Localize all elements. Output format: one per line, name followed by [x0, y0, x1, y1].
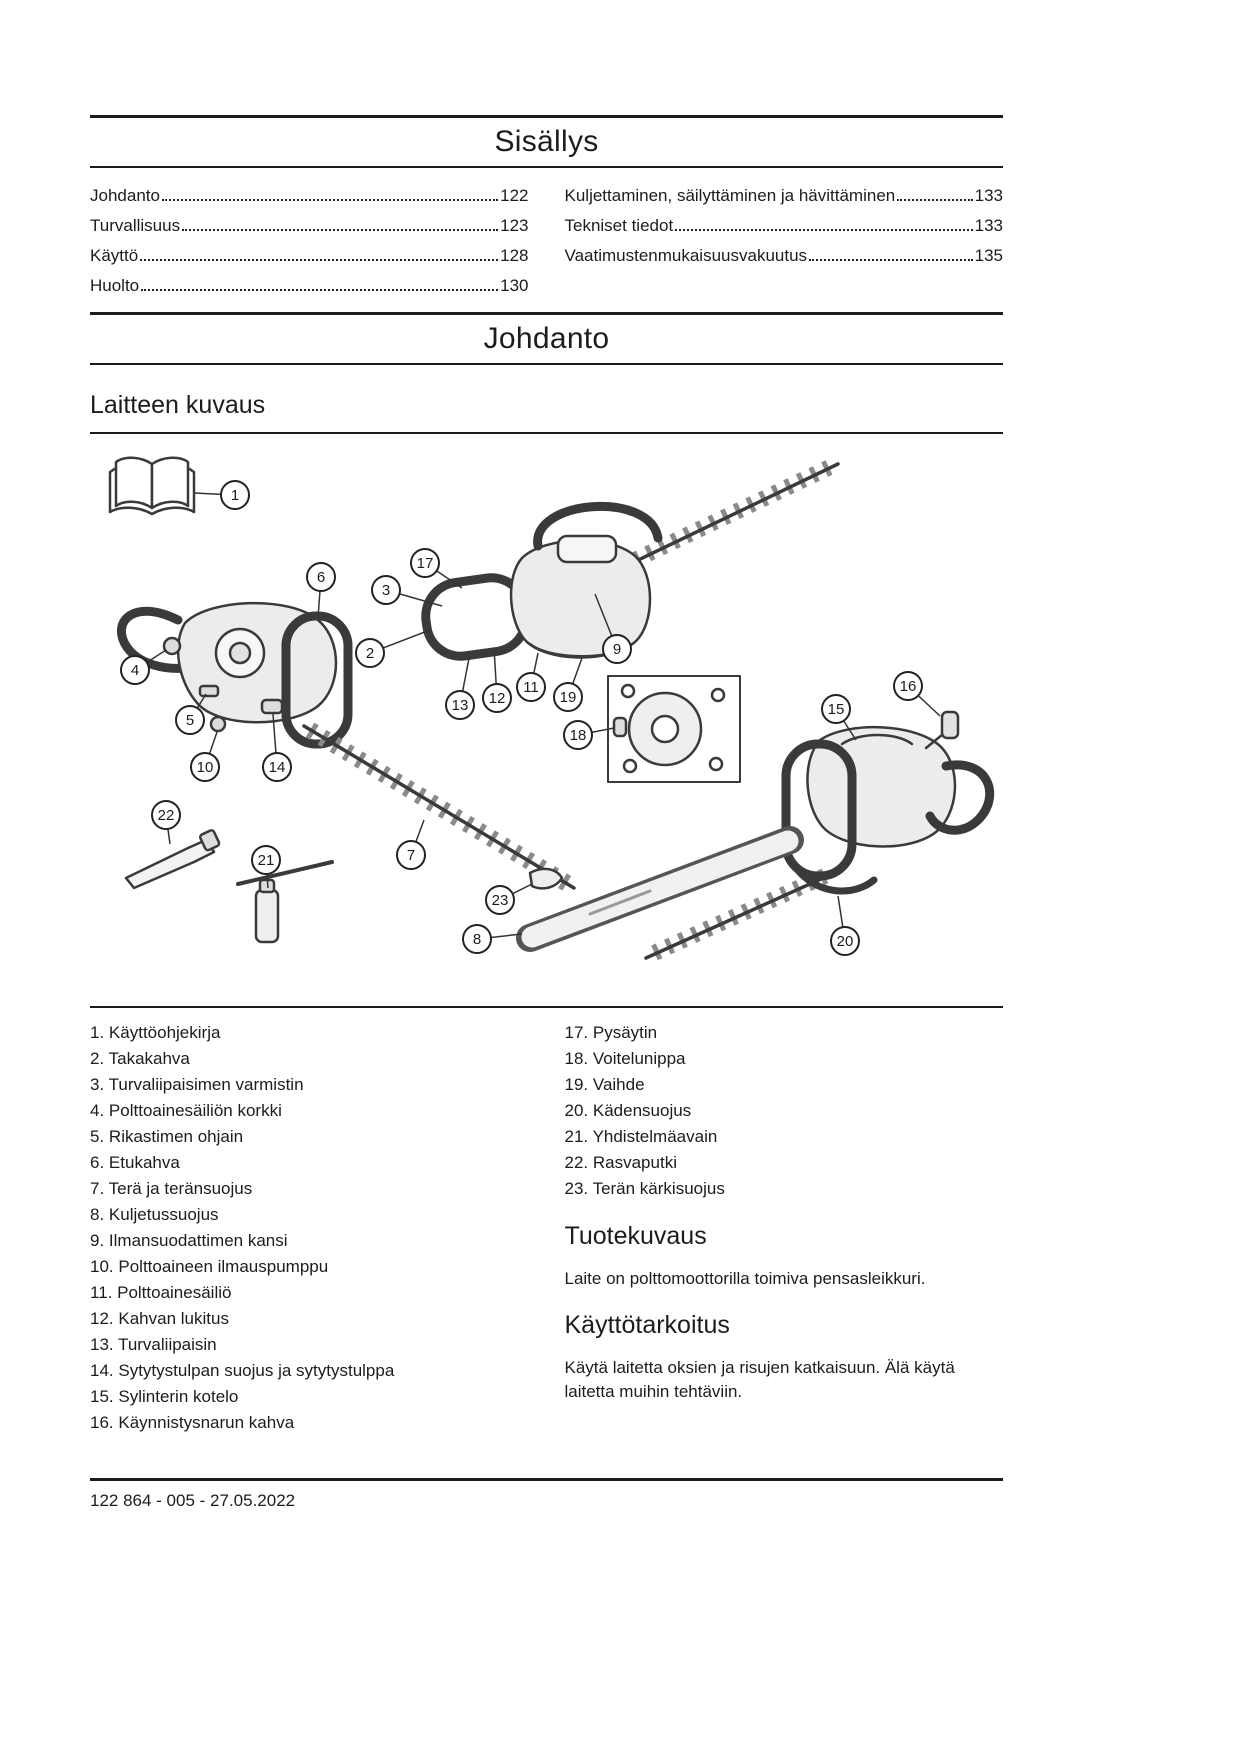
part-item: 11. Polttoainesäiliö	[90, 1283, 232, 1302]
divider	[90, 1478, 1003, 1481]
part-item: 8. Kuljetussuojus	[90, 1205, 219, 1224]
toc-entry-label: Johdanto	[90, 186, 160, 205]
middle-trimmer-art	[421, 464, 838, 661]
divider	[90, 115, 1003, 118]
part-item: 23. Terän kärkisuojus	[564, 1179, 725, 1198]
choke-lever	[200, 686, 218, 696]
part-item: 4. Polttoainesäiliön korkki	[90, 1101, 282, 1120]
toc-entry	[565, 178, 1004, 208]
parts-right-column	[565, 1020, 1004, 1436]
toc-entry-label: Turvallisuus	[90, 216, 181, 235]
toc-dot-leader	[141, 289, 498, 291]
toc-dot-leader	[162, 199, 498, 201]
product-description-text: Laite on polttomoottorilla toimiva pensasleikkuri.	[564, 1269, 926, 1288]
toc-dot-leader	[675, 229, 972, 231]
introduction-section	[90, 312, 1003, 1436]
part-item: 13. Turvaliipaisin	[90, 1335, 217, 1354]
divider	[90, 312, 1003, 315]
callout-19: 19	[553, 682, 583, 712]
toc-dot-leader	[182, 229, 498, 231]
parts-left-column	[90, 1020, 529, 1436]
toc-entry-page: 135	[974, 246, 1003, 265]
toc-entry	[565, 208, 1004, 238]
callout-7: 7	[396, 840, 426, 870]
callout-18: 18	[563, 720, 593, 750]
fuel-cap	[164, 638, 180, 654]
callout-17: 17	[410, 548, 440, 578]
intended-use-heading: Käyttötarkoitus	[564, 1311, 730, 1339]
toc-entry-page: 133	[974, 216, 1003, 235]
divider	[90, 432, 1003, 434]
part-item: 16. Käynnistysnarun kahva	[90, 1413, 295, 1432]
intended-use-text: Käytä laitetta oksien ja risujen katkaisuun. Älä käytä laitetta muihin tehtäviin.	[564, 1358, 955, 1401]
page-footer	[90, 1478, 1003, 1511]
toc-entry	[565, 238, 1004, 268]
divider	[90, 166, 1003, 168]
part-item: 17. Pysäytin	[564, 1023, 658, 1042]
callout-9: 9	[602, 634, 632, 664]
part-item: 7. Terä ja teränsuojus	[90, 1179, 253, 1198]
air-filter-cover	[558, 536, 616, 562]
blade-art	[304, 726, 574, 888]
toc-section	[90, 115, 1003, 298]
toc-entry-label: Kuljettaminen, säilyttäminen ja hävittäminen	[564, 186, 896, 205]
part-item: 15. Sylinterin kotelo	[90, 1387, 239, 1406]
callout-4: 4	[120, 655, 150, 685]
part-item: 10. Polttoaineen ilmauspumppu	[90, 1257, 329, 1276]
toc-entry	[90, 178, 529, 208]
grease-nipple	[614, 718, 626, 736]
spark-plug-cap	[262, 700, 282, 713]
part-item: 21. Yhdistelmäavain	[564, 1127, 718, 1146]
toc-dot-leader	[897, 199, 972, 201]
callout-10: 10	[190, 752, 220, 782]
callout-6: 6	[306, 562, 336, 592]
part-item: 14. Sytytystulpan suojus ja sytytystulppa	[90, 1361, 395, 1380]
toc-entry-page: 133	[974, 186, 1003, 205]
part-item: 5. Rikastimen ohjain	[90, 1127, 244, 1146]
starter-handle	[942, 712, 958, 738]
divider	[90, 363, 1003, 365]
toc-entry-label: Vaatimustenmukaisuusvakuutus	[564, 246, 808, 265]
part-item: 1. Käyttöohjekirja	[90, 1023, 221, 1042]
manual-book-icon	[110, 458, 194, 514]
gearbox-detail	[608, 676, 740, 782]
callout-2: 2	[355, 638, 385, 668]
part-item: 18. Voitelunippa	[564, 1049, 686, 1068]
toc-entry	[90, 208, 529, 238]
toc-entry-page: 128	[500, 246, 529, 265]
callout-11: 11	[516, 672, 546, 702]
parts-list	[90, 1020, 1003, 1436]
device-diagram	[90, 448, 1003, 998]
toc-entry-label: Huolto	[90, 276, 140, 295]
callout-8: 8	[462, 924, 492, 954]
part-item: 6. Etukahva	[90, 1153, 180, 1172]
toc-entry-page: 123	[500, 216, 529, 235]
product-description-heading: Tuotekuvaus	[564, 1222, 707, 1250]
toc-title: Sisällys	[494, 125, 599, 158]
blade-tip-guard	[530, 869, 562, 889]
callout-1: 1	[220, 480, 250, 510]
callout-16: 16	[893, 671, 923, 701]
part-item: 22. Rasvaputki	[564, 1153, 677, 1172]
callout-21: 21	[251, 845, 281, 875]
part-item: 19. Vaihde	[564, 1075, 645, 1094]
toc-entry-page: 130	[500, 276, 529, 295]
callout-22: 22	[151, 800, 181, 830]
primer-bulb	[211, 717, 225, 731]
divider	[90, 1006, 1003, 1008]
callout-15: 15	[821, 694, 851, 724]
callout-14: 14	[262, 752, 292, 782]
toc-right-column	[565, 178, 1004, 298]
toc-dot-leader	[140, 259, 498, 261]
toc-entry-page: 122	[500, 186, 529, 205]
callout-13: 13	[445, 690, 475, 720]
transport-guard-art	[530, 840, 790, 938]
part-item: 12. Kahvan lukitus	[90, 1309, 229, 1328]
combination-wrench-art	[238, 862, 332, 942]
toc-entry	[90, 268, 529, 298]
grease-tube-art	[126, 829, 220, 888]
callout-20: 20	[830, 926, 860, 956]
callout-23: 23	[485, 885, 515, 915]
toc-dot-leader	[809, 259, 973, 261]
toc-left-column	[90, 178, 529, 298]
callout-12: 12	[482, 683, 512, 713]
device-diagram-art	[90, 448, 1003, 998]
part-item: 20. Kädensuojus	[564, 1101, 692, 1120]
part-item: 3. Turvaliipaisimen varmistin	[90, 1075, 304, 1094]
callout-3: 3	[371, 575, 401, 605]
document-number: 122 864 - 005 - 27.05.2022	[90, 1491, 296, 1510]
toc-entry	[90, 238, 529, 268]
left-trimmer-art	[121, 603, 348, 744]
device-description-heading: Laitteen kuvaus	[90, 391, 266, 419]
part-item: 9. Ilmansuodattimen kansi	[90, 1231, 288, 1250]
part-item: 2. Takakahva	[90, 1049, 190, 1068]
callout-5: 5	[175, 705, 205, 735]
section-title: Johdanto	[483, 322, 610, 355]
toc-entry-label: Tekniset tiedot	[564, 216, 674, 235]
toc-entry-label: Käyttö	[90, 246, 139, 265]
